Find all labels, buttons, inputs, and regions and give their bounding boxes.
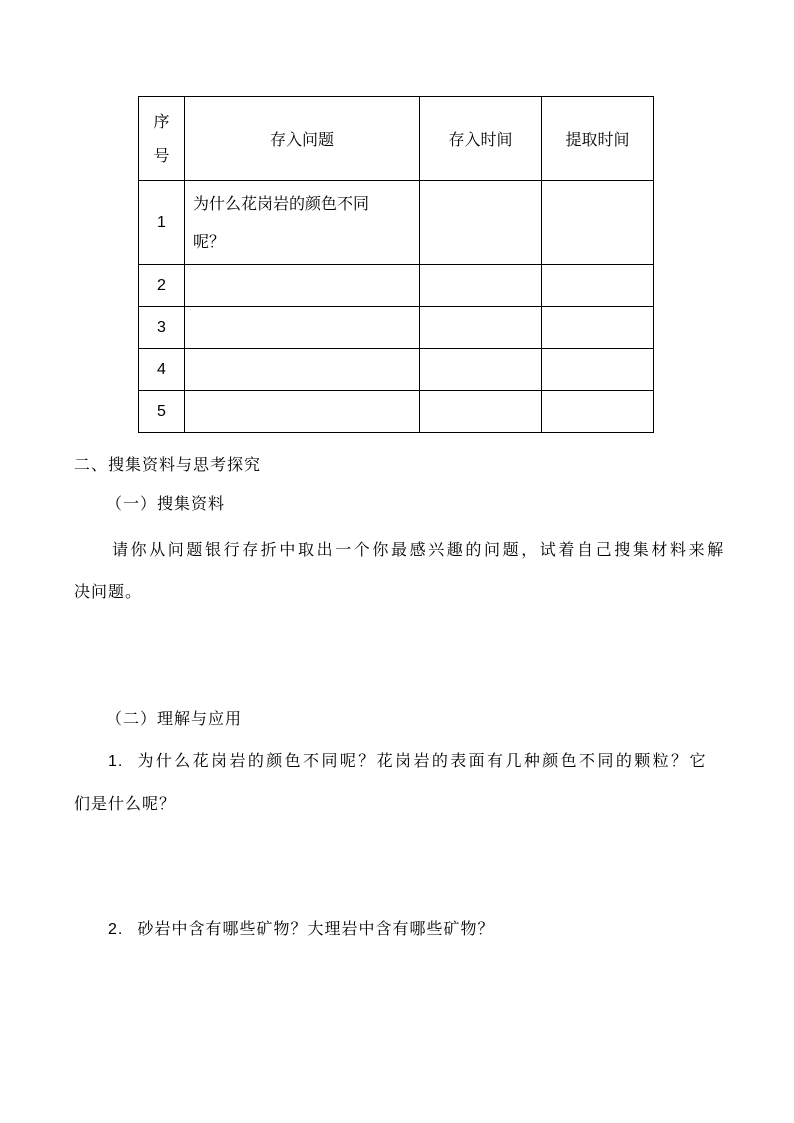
question-number: 2. (108, 921, 124, 938)
header-question: 存入问题 (185, 97, 420, 181)
row-number: 3 (139, 307, 185, 349)
deposit-time-cell[interactable] (420, 307, 542, 349)
question-number: 1. (108, 753, 124, 770)
header-deposit-time: 存入时间 (420, 97, 542, 181)
question-1 (108, 748, 708, 771)
question-text-continued: 们是什么呢？ (74, 794, 177, 813)
paragraph-line: 请你从问题银行存折中取出一个你最感兴趣的问题，试着自己搜集材料来解 (112, 540, 726, 559)
row-number: 1 (139, 181, 185, 265)
withdraw-time-cell[interactable] (542, 265, 654, 307)
paragraph-line: 决问题。 (74, 582, 143, 601)
subsection-title-apply: （二）理解与应用 (106, 709, 243, 728)
question-text: 为什么花岗岩的颜色不同呢？花岗岩的表面有几种颜色不同的颗粒？它 (137, 751, 708, 770)
section-title: 二、搜集资料与思考探究 (74, 455, 262, 474)
question-2 (108, 916, 494, 939)
withdraw-time-cell[interactable] (542, 391, 654, 433)
table-header-row (139, 97, 654, 181)
header-serial-number: 序 号 (139, 97, 185, 181)
table-row (139, 349, 654, 391)
header-withdraw-time: 提取时间 (542, 97, 654, 181)
question-bank-table (138, 96, 654, 433)
question-cell[interactable] (185, 307, 420, 349)
table-row (139, 181, 654, 265)
withdraw-time-cell[interactable] (542, 181, 654, 265)
deposit-time-cell[interactable] (420, 349, 542, 391)
row-number: 4 (139, 349, 185, 391)
question-cell[interactable] (185, 349, 420, 391)
table-row (139, 391, 654, 433)
row-number: 2 (139, 265, 185, 307)
withdraw-time-cell[interactable] (542, 349, 654, 391)
deposit-time-cell[interactable] (420, 181, 542, 265)
subsection-title-collect: （一）搜集资料 (106, 494, 226, 513)
row-number: 5 (139, 391, 185, 433)
withdraw-time-cell[interactable] (542, 307, 654, 349)
deposit-time-cell[interactable] (420, 391, 542, 433)
question-cell[interactable] (185, 265, 420, 307)
deposit-time-cell[interactable] (420, 265, 542, 307)
table-row (139, 265, 654, 307)
table-row (139, 307, 654, 349)
question-cell[interactable] (185, 391, 420, 433)
question-cell[interactable]: 为什么花岗岩的颜色不同 呢？ (185, 181, 420, 265)
question-text: 砂岩中含有哪些矿物？大理岩中含有哪些矿物？ (137, 919, 495, 938)
